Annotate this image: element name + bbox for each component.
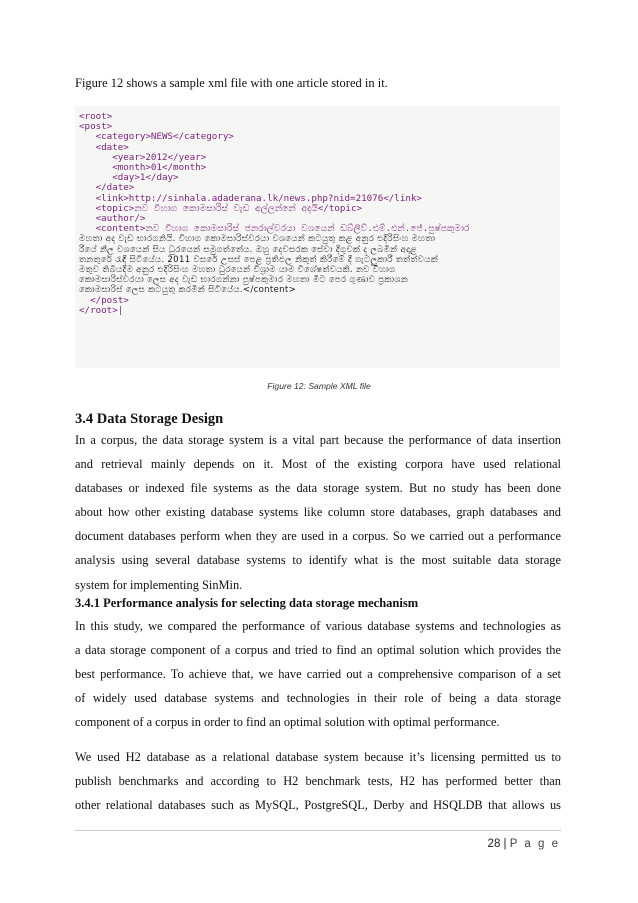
subsection-heading: 3.4.1 Performance analysis for selecting data storage mechanism bbox=[75, 596, 419, 610]
code-line: <date> bbox=[79, 141, 129, 153]
paragraph-line: a data storage component of a corpus and tried to find an optimal solution which provides the bbox=[75, 643, 561, 658]
page-label: P a g e bbox=[509, 838, 560, 850]
page-number: 28 bbox=[487, 838, 501, 850]
paragraph-line: document databases perform when they are used in a corpus. So we carried out a performance bbox=[75, 529, 561, 544]
paragraph-line: about how other existing database systems like column store databases, graph databases and bbox=[75, 505, 561, 520]
code-line: <author/> bbox=[79, 213, 146, 225]
code-line: තනතුරේ රැඳී සිටියේය. 2011 වසරේ උසස් පෙළ ප්‍රතිඵල නිකුත් කිරීමේ දී ගැටලුකාරී තත්ත්වයක් bbox=[79, 254, 438, 265]
figure-caption: Figure 12: Sample XML file bbox=[267, 381, 371, 391]
paragraph-performance-analysis bbox=[75, 614, 561, 734]
paragraph-line: analysis using several database systems to identify what is the most suitable data storage bbox=[75, 553, 561, 568]
paragraph-line: publish benchmarks and according to H2 benchmark tests, H2 has performed better than bbox=[75, 774, 561, 789]
paragraph-line: of widely used database systems and technologies in their role of being a data storage bbox=[75, 691, 561, 706]
footer-separator: | bbox=[503, 838, 507, 850]
page-footer bbox=[488, 838, 560, 850]
code-line: <post> bbox=[79, 121, 113, 133]
code-line: <day>1</day> bbox=[79, 172, 179, 184]
section-heading: 3.4 Data Storage Design bbox=[75, 411, 224, 427]
code-line: <year>2012</year> bbox=[79, 151, 207, 163]
xml-code-figure bbox=[75, 106, 560, 368]
code-line: <link>http://sinhala.adaderana.lk/news.php?nid=21076</link> bbox=[79, 192, 422, 204]
code-line: <topic>නව විහාග කොමසාරිස් වැඩ අල්ලන්නේ අදයි</topic> bbox=[79, 202, 363, 214]
code-line: </post> bbox=[79, 294, 129, 306]
paragraph-line: In a corpus, the data storage system is a vital part because the performance of data insertion bbox=[75, 433, 561, 447]
paragraph-line: databases or indexed file systems as the data storage system. But no study has been done bbox=[75, 481, 561, 496]
paragraph-line: best performance. To achieve that, we have carried out a comprehensive comparison of a set bbox=[75, 667, 561, 682]
code-line: රීයේ නීල වශයෙන් සිය ධුරයෙන් සමුගත්තේය. ඔහු දෙවසරක සේවා දිගුවක් ද ලබමින් අදාළ bbox=[79, 244, 418, 255]
code-line: <content>නව විහාග කොමසාරිස් ජනරාල්වරයා වශයෙන් ඩබ්ලිව්.එම්.එන්.ජේ.පුෂ්පකුමාර bbox=[79, 223, 470, 235]
code-line: <category>NEWS</category> bbox=[79, 131, 234, 143]
footer-divider bbox=[75, 830, 561, 831]
code-line: </root>| bbox=[79, 304, 124, 316]
paragraph-line: In this study, we compared the performance of various database systems and technologies as bbox=[75, 619, 561, 633]
code-line: කොමසාරිස්වරයා ලෙස අද වැඩ භාරගන්නා පුෂ්පකුමාර මහතා මීට පෙර ගුණාව ප්‍රකාශන bbox=[79, 275, 409, 286]
paragraph-line: and retrieval mainly depends on it. Most of the existing corpora have used relational bbox=[75, 457, 561, 472]
paragraph-line: system for implementing SinMin. bbox=[75, 577, 243, 592]
code-line: </date> bbox=[79, 182, 135, 194]
paragraph-line: component of a corpus in order to find an optimal solution with optimal performance. bbox=[75, 715, 500, 730]
paragraph-data-storage bbox=[75, 428, 561, 597]
paragraph-line: We used H2 database as a relational database system because it’s licensing permitted us to bbox=[75, 750, 561, 764]
code-line: <root> bbox=[79, 111, 113, 122]
xml-code-block bbox=[79, 112, 470, 316]
paragraph-h2-database bbox=[75, 745, 561, 817]
paragraph-line: other relational databases such as MySQL, PostgreSQL, Derby and HSQLDB that allows us bbox=[75, 798, 561, 813]
code-line: මතුව තිබියදීම අනුර එදිරිසිංහ මහතා ධුරයෙන් විශ්‍රාම යාම විශේෂත්වයකි. නව විහාග bbox=[79, 265, 396, 276]
figure-intro-text: Figure 12 shows a sample xml file with one article stored in it. bbox=[75, 76, 388, 90]
code-line: කොමසාරිස් ලෙස කටයුතු කරමින් සිටියේය.</content> bbox=[79, 285, 297, 296]
code-line: මහතා අද වැඩ භාරගනියි. විහාග කොමසාරිස්වරයා වශයෙන් කටයුතු කළ අනුර එදිරිසිංහ මහතා bbox=[79, 234, 436, 245]
code-line: <month>01</month> bbox=[79, 162, 207, 174]
